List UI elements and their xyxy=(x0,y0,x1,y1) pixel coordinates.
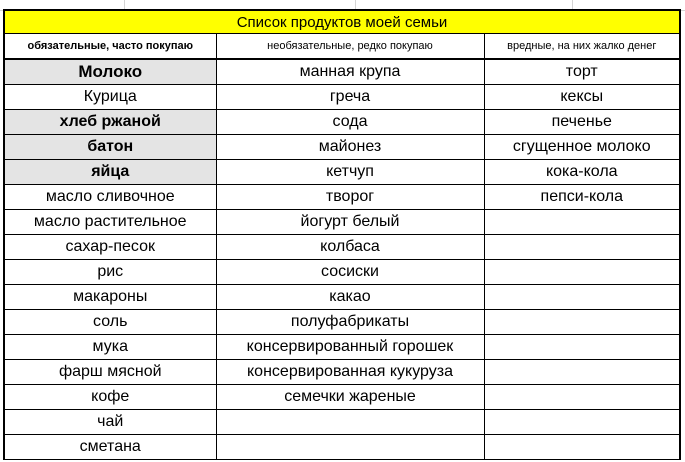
cell-optional[interactable] xyxy=(216,435,484,460)
cell-optional[interactable]: майонез xyxy=(216,135,484,160)
product-list-table xyxy=(3,9,681,460)
table-row xyxy=(4,110,680,135)
cell-harmful[interactable] xyxy=(484,335,680,360)
cell-harmful[interactable]: кексы xyxy=(484,85,680,110)
table-row xyxy=(4,435,680,460)
table-title[interactable]: Список продуктов моей семьи xyxy=(4,10,680,34)
cell-optional[interactable]: семечки жареные xyxy=(216,385,484,410)
table-row xyxy=(4,410,680,435)
cell-harmful[interactable] xyxy=(484,210,680,235)
table-row xyxy=(4,335,680,360)
cell-mandatory[interactable]: батон xyxy=(4,135,216,160)
table-row xyxy=(4,385,680,410)
table-row xyxy=(4,210,680,235)
cell-harmful[interactable] xyxy=(484,260,680,285)
cell-harmful[interactable] xyxy=(484,435,680,460)
cell-harmful[interactable] xyxy=(484,410,680,435)
cell-optional[interactable]: йогурт белый xyxy=(216,210,484,235)
cell-mandatory[interactable]: кофе xyxy=(4,385,216,410)
cell-mandatory[interactable]: Курица xyxy=(4,85,216,110)
header-cell-harmful[interactable]: вредные, на них жалко денег xyxy=(484,34,680,60)
cell-optional[interactable]: греча xyxy=(216,85,484,110)
cell-optional[interactable]: полуфабрикаты xyxy=(216,310,484,335)
cell-optional[interactable]: колбаса xyxy=(216,235,484,260)
cell-optional[interactable]: какао xyxy=(216,285,484,310)
cell-harmful[interactable]: кока-кола xyxy=(484,160,680,185)
cell-mandatory[interactable]: фарш мясной xyxy=(4,360,216,385)
cell-optional[interactable] xyxy=(216,410,484,435)
table-row xyxy=(4,310,680,335)
cell-mandatory[interactable]: яйца xyxy=(4,160,216,185)
cell-optional[interactable]: сосиски xyxy=(216,260,484,285)
cell-mandatory[interactable]: масло растительное xyxy=(4,210,216,235)
header-cell-mandatory[interactable]: обязательные, часто покупаю xyxy=(4,34,216,60)
table-row xyxy=(4,59,680,85)
cell-mandatory[interactable]: сметана xyxy=(4,435,216,460)
cell-optional[interactable]: творог xyxy=(216,185,484,210)
cell-optional[interactable]: кетчуп xyxy=(216,160,484,185)
table-row xyxy=(4,260,680,285)
cell-harmful[interactable] xyxy=(484,310,680,335)
cell-harmful[interactable]: сгущенное молоко xyxy=(484,135,680,160)
cell-mandatory[interactable]: соль xyxy=(4,310,216,335)
cell-optional[interactable]: сода xyxy=(216,110,484,135)
cell-mandatory[interactable]: масло сливочное xyxy=(4,185,216,210)
cell-harmful[interactable]: пепси-кола xyxy=(484,185,680,210)
table-row xyxy=(4,235,680,260)
cell-optional[interactable]: консервированная кукуруза xyxy=(216,360,484,385)
table-row xyxy=(4,135,680,160)
table-row xyxy=(4,185,680,210)
cell-harmful[interactable] xyxy=(484,235,680,260)
header-cell-optional[interactable]: необязательные, редко покупаю xyxy=(216,34,484,60)
cell-mandatory[interactable]: макароны xyxy=(4,285,216,310)
title-row xyxy=(4,10,680,34)
table-row xyxy=(4,360,680,385)
table-row xyxy=(4,85,680,110)
cell-harmful[interactable] xyxy=(484,360,680,385)
cell-mandatory[interactable]: хлеб ржаной xyxy=(4,110,216,135)
cell-mandatory[interactable]: сахар-песок xyxy=(4,235,216,260)
cell-mandatory[interactable]: Молоко xyxy=(4,59,216,85)
header-row xyxy=(4,34,680,60)
cell-harmful[interactable] xyxy=(484,285,680,310)
cell-harmful[interactable]: печенье xyxy=(484,110,680,135)
table-row xyxy=(4,160,680,185)
cell-harmful[interactable] xyxy=(484,385,680,410)
cell-mandatory[interactable]: мука xyxy=(4,335,216,360)
cell-optional[interactable]: консервированный горошек xyxy=(216,335,484,360)
cell-mandatory[interactable]: рис xyxy=(4,260,216,285)
cell-harmful[interactable]: торт xyxy=(484,59,680,85)
cell-mandatory[interactable]: чай xyxy=(4,410,216,435)
table-row xyxy=(4,285,680,310)
cell-optional[interactable]: манная крупа xyxy=(216,59,484,85)
